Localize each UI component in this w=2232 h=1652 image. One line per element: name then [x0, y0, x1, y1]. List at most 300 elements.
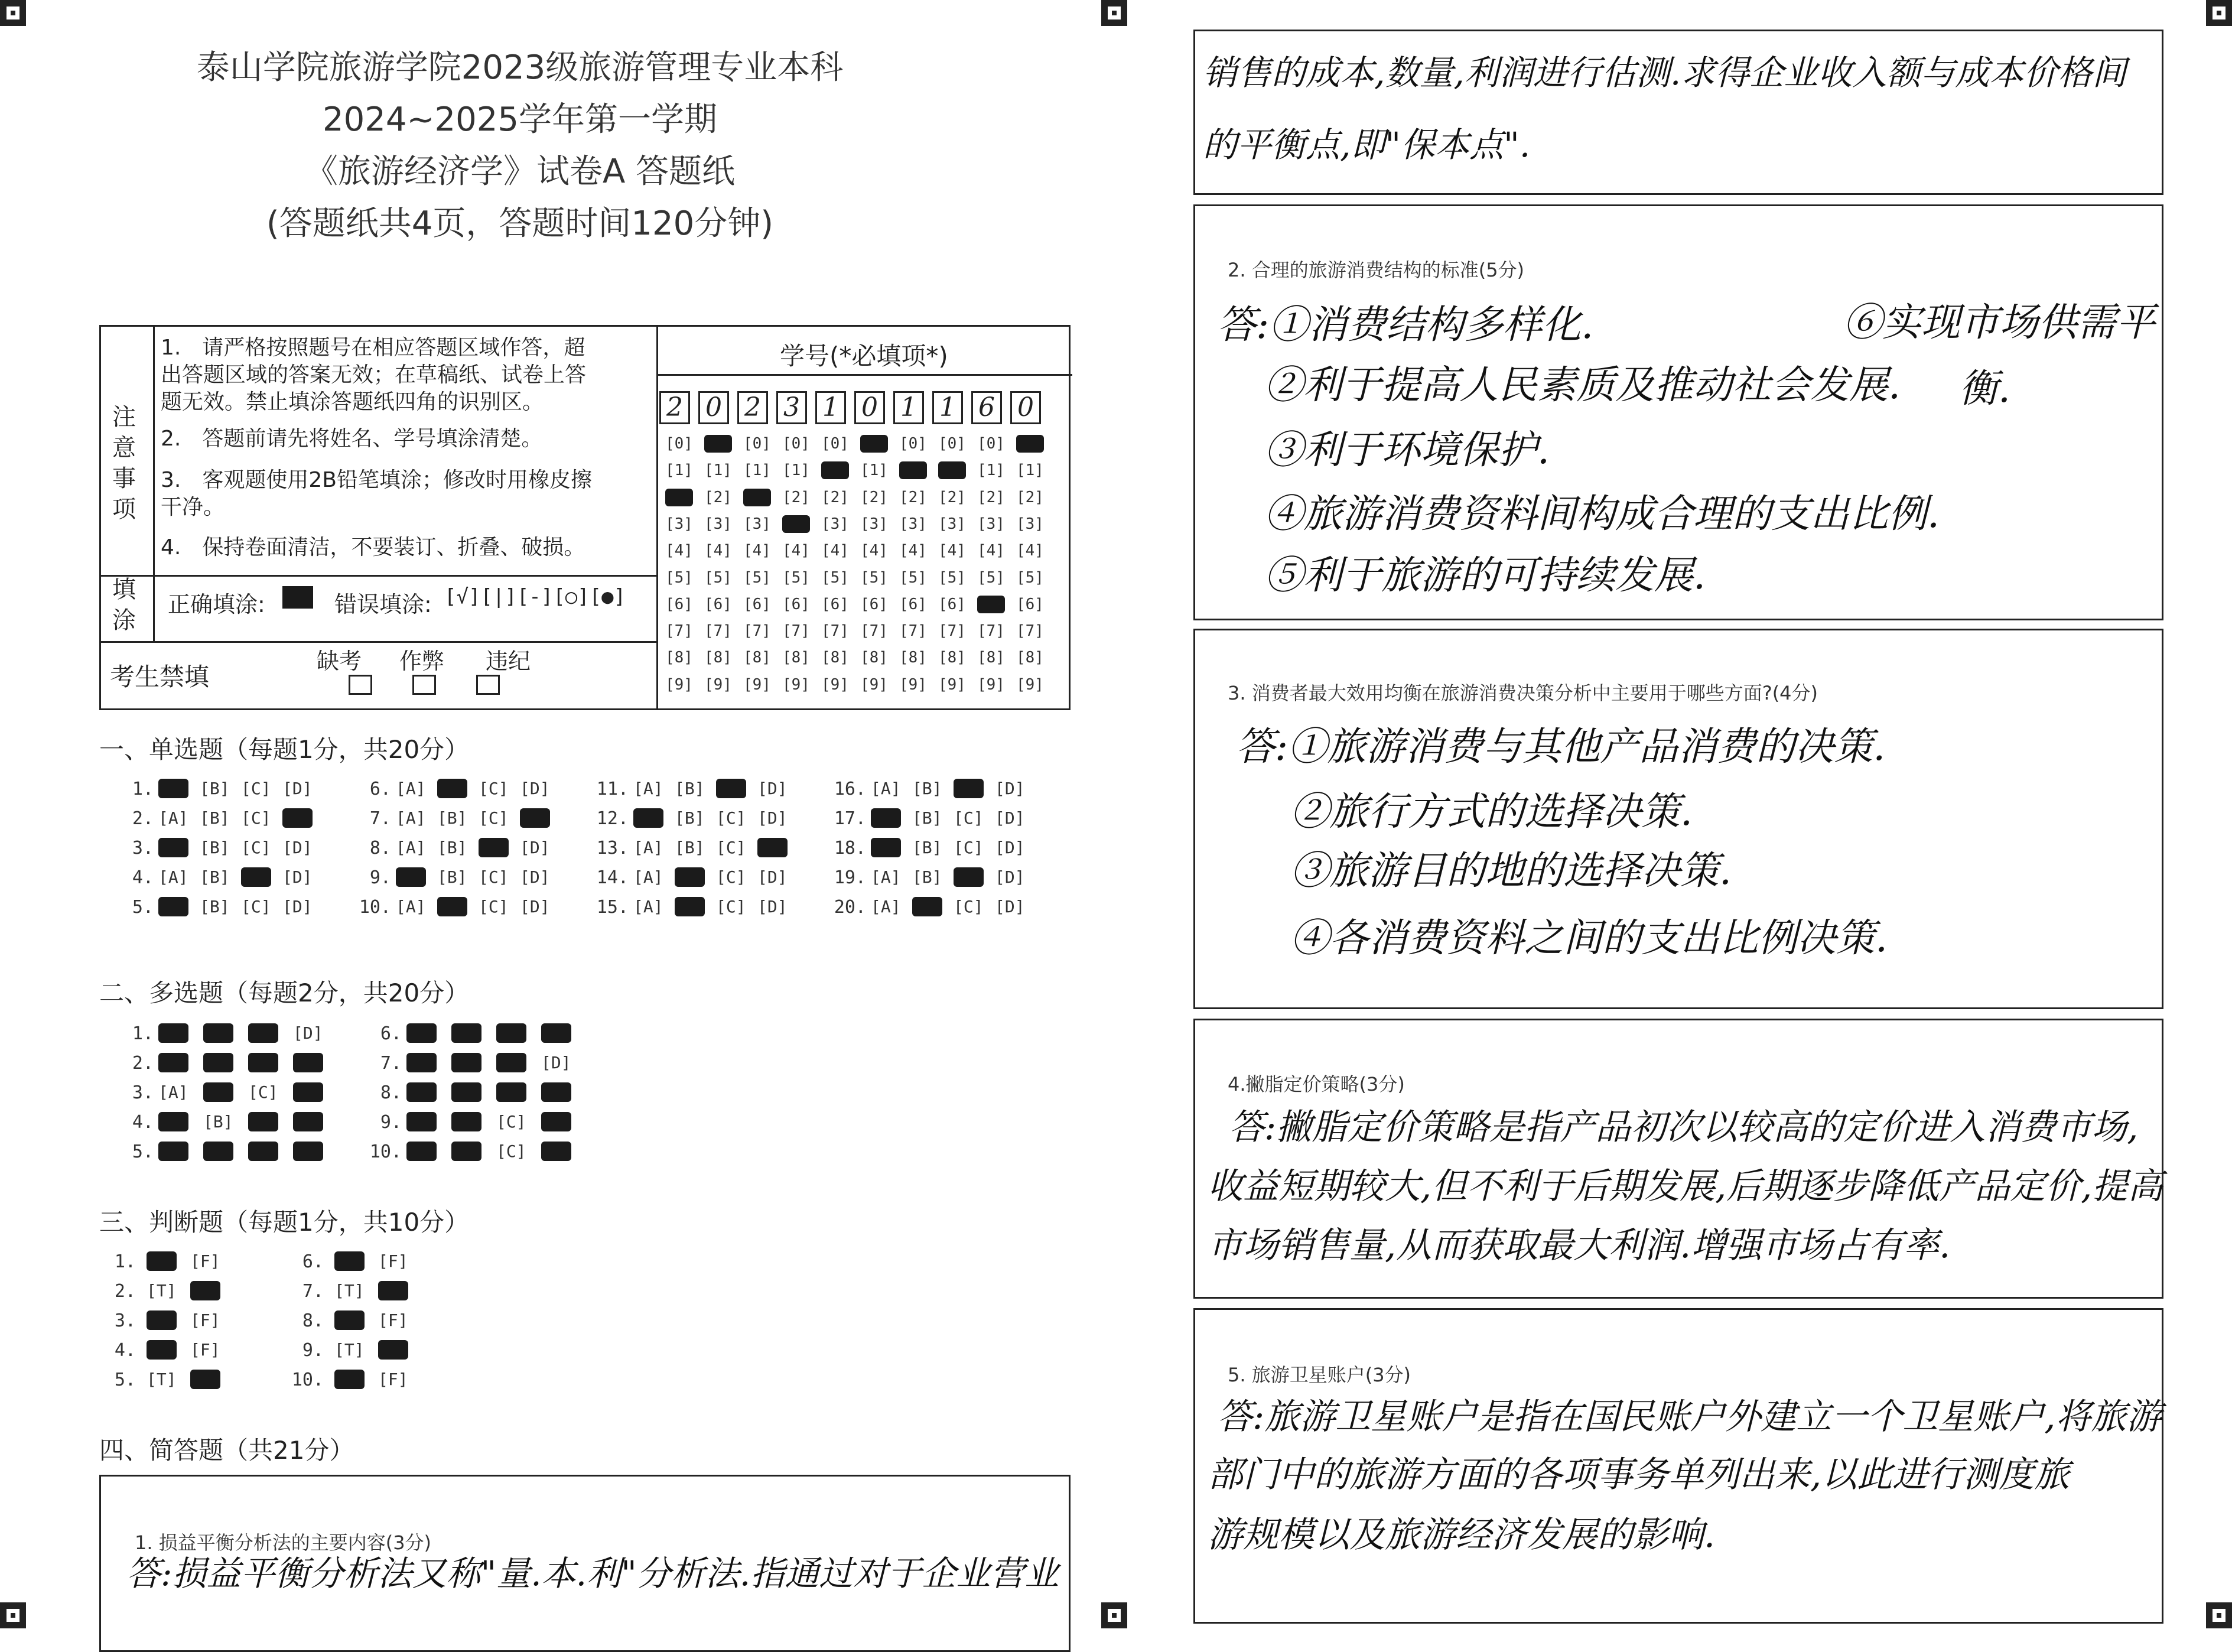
single-option-bubble[interactable]: [912, 897, 942, 916]
student-id-bubble[interactable]: [3]: [743, 515, 771, 533]
single-option-bubble[interactable]: [241, 867, 271, 887]
single-question-number: 2.: [132, 808, 154, 829]
student-id-bubble[interactable]: [3]: [860, 515, 888, 533]
student-id-bubble[interactable]: [6]: [938, 595, 966, 613]
single-option-bubble[interactable]: [633, 808, 663, 828]
student-id-bubble[interactable]: [8]: [1016, 649, 1044, 667]
single-option-bubble[interactable]: [D]: [757, 897, 788, 916]
student-id-bubble[interactable]: [4]: [782, 542, 810, 560]
multi-option-bubble[interactable]: [158, 1023, 188, 1043]
single-option-bubble[interactable]: [D]: [520, 897, 550, 916]
student-id-bubble[interactable]: [704, 435, 732, 453]
student-id-bubble[interactable]: [9]: [743, 675, 771, 694]
judge-option-bubble[interactable]: [T]: [147, 1281, 177, 1300]
correct-fill-label: 正确填涂:: [168, 591, 265, 617]
single-option-bubble[interactable]: [A]: [871, 867, 901, 887]
multi-option-bubble[interactable]: [A]: [158, 1082, 188, 1102]
single-option-bubble[interactable]: [D]: [995, 838, 1025, 857]
multi-option-bubble[interactable]: [C]: [248, 1082, 278, 1102]
judge-option-bubble[interactable]: [378, 1340, 408, 1360]
student-id-bubble[interactable]: [8]: [704, 649, 732, 667]
multi-option-bubble[interactable]: [D]: [293, 1023, 323, 1043]
judge-option-bubble[interactable]: [F]: [378, 1310, 408, 1330]
single-question-number: 18.: [834, 838, 866, 858]
single-option-bubble[interactable]: [757, 838, 788, 857]
multi-option-bubble[interactable]: [541, 1142, 571, 1161]
student-id-bubble[interactable]: [4]: [665, 542, 693, 560]
student-id-bubble[interactable]: [6]: [743, 595, 771, 613]
student-id-bubble[interactable]: [665, 489, 693, 506]
multi-option-bubble[interactable]: [B]: [203, 1112, 233, 1131]
notice-item-3a: 3. 客观题使用2B铅笔填涂；修改时用橡皮擦: [161, 468, 592, 492]
student-id-bubble[interactable]: [5]: [899, 568, 927, 587]
student-id-bubble[interactable]: [4]: [860, 542, 888, 560]
student-id-bubble[interactable]: [1]: [977, 461, 1005, 480]
multi-option-bubble[interactable]: [406, 1112, 437, 1131]
student-id-bubble[interactable]: [2]: [899, 488, 927, 506]
single-option-bubble[interactable]: [954, 779, 984, 798]
single-option-bubble[interactable]: [520, 808, 550, 828]
multi-option-bubble[interactable]: [203, 1142, 233, 1161]
student-id-title: 学号(*必填项*): [780, 342, 948, 370]
q4-answer-line-2: 收益短期较大,但不利于后期发展,后期逐步降低产品定价,提高: [1208, 1166, 2163, 1207]
judge-question-number: 9.: [302, 1340, 324, 1361]
multi-option-bubble[interactable]: [158, 1112, 188, 1131]
multi-option-bubble[interactable]: [158, 1142, 188, 1161]
multi-option-bubble[interactable]: [406, 1082, 437, 1102]
single-option-bubble[interactable]: [D]: [282, 779, 313, 798]
student-id-bubble[interactable]: [7]: [782, 622, 810, 640]
student-id-bubble[interactable]: [0]: [938, 435, 966, 453]
single-option-bubble[interactable]: [B]: [200, 779, 230, 798]
student-id-bubble[interactable]: [5]: [782, 568, 810, 587]
header-exam-title: 《旅游经济学》试卷A 答题纸: [304, 152, 736, 191]
student-id-bubble[interactable]: [9]: [977, 675, 1005, 694]
q2-side-line-2: 衡.: [1959, 366, 2010, 411]
student-id-bubble[interactable]: [938, 461, 966, 479]
student-id-bubble[interactable]: [5]: [665, 568, 693, 587]
judge-option-bubble[interactable]: [F]: [190, 1340, 220, 1360]
student-id-bubble[interactable]: [8]: [665, 649, 693, 667]
student-id-bubble[interactable]: [899, 461, 927, 479]
single-option-bubble[interactable]: [B]: [437, 808, 467, 828]
student-id-bubble[interactable]: [6]: [821, 595, 849, 613]
q4-title: 4.撇脂定价策略(3分): [1228, 1073, 1405, 1095]
cheat-checkbox[interactable]: [412, 675, 436, 695]
student-id-bubble[interactable]: [3]: [977, 515, 1005, 533]
judge-option-bubble[interactable]: [334, 1251, 365, 1271]
judge-option-bubble[interactable]: [T]: [147, 1370, 177, 1389]
student-id-bubble[interactable]: [7]: [665, 622, 693, 640]
single-option-bubble[interactable]: [D]: [282, 838, 313, 857]
multi-option-bubble[interactable]: [451, 1053, 481, 1072]
single-option-bubble[interactable]: [158, 779, 188, 798]
student-id-bubble[interactable]: [7]: [899, 622, 927, 640]
multi-option-bubble[interactable]: [451, 1023, 481, 1043]
single-option-bubble[interactable]: [A]: [396, 808, 426, 828]
student-id-bubble[interactable]: [0]: [977, 435, 1005, 453]
student-id-bubble[interactable]: [0]: [743, 435, 771, 453]
judge-question-number: 7.: [302, 1281, 324, 1302]
student-id-digit-box: 2: [737, 391, 768, 424]
student-id-bubble[interactable]: [8]: [977, 649, 1005, 667]
judge-option-bubble[interactable]: [T]: [334, 1340, 365, 1360]
student-id-bubble[interactable]: [5]: [821, 568, 849, 587]
student-id-bubble[interactable]: [9]: [860, 675, 888, 694]
judge-option-bubble[interactable]: [378, 1281, 408, 1300]
multi-option-bubble[interactable]: [451, 1112, 481, 1131]
q5-answer-line-1: 答:旅游卫星账户是指在国民账户外建立一个卫星账户,将旅游: [1217, 1396, 2162, 1438]
judge-question-number: 3.: [114, 1310, 136, 1331]
violation-checkbox[interactable]: [476, 675, 500, 695]
student-id-bubble[interactable]: [782, 515, 810, 533]
student-id-bubble[interactable]: [1]: [665, 461, 693, 480]
single-option-bubble[interactable]: [D]: [282, 897, 313, 916]
student-id-bubble[interactable]: [6]: [782, 595, 810, 613]
student-id-bubble[interactable]: [860, 435, 888, 453]
multi-question-number: 7.: [380, 1053, 402, 1074]
student-id-bubble[interactable]: [4]: [899, 542, 927, 560]
single-option-bubble[interactable]: [479, 838, 509, 857]
student-id-bubble[interactable]: [1016, 435, 1044, 453]
judge-question-number: 4.: [114, 1340, 136, 1361]
single-question-number: 17.: [834, 808, 866, 829]
single-option-bubble[interactable]: [B]: [200, 838, 230, 857]
single-option-bubble[interactable]: [C]: [241, 897, 271, 916]
multi-option-bubble[interactable]: [C]: [496, 1112, 526, 1131]
student-id-bubble[interactable]: [6]: [1016, 595, 1044, 613]
student-id-bubble[interactable]: [9]: [665, 675, 693, 694]
student-id-bubble[interactable]: [2]: [821, 488, 849, 506]
judge-option-bubble[interactable]: [334, 1310, 365, 1330]
student-id-bubble[interactable]: [7]: [860, 622, 888, 640]
student-id-bubble[interactable]: [4]: [821, 542, 849, 560]
multi-option-bubble[interactable]: [451, 1082, 481, 1102]
single-option-bubble[interactable]: [C]: [716, 867, 746, 887]
student-id-bubble[interactable]: [7]: [977, 622, 1005, 640]
corner-mark-bottom-right: [2206, 1602, 2232, 1628]
student-id-bubble[interactable]: [4]: [704, 542, 732, 560]
single-option-bubble[interactable]: [A]: [871, 779, 901, 798]
single-option-bubble[interactable]: [B]: [675, 779, 705, 798]
single-question-number: 15.: [596, 897, 629, 918]
student-id-bubble[interactable]: [9]: [899, 675, 927, 694]
student-id-bubble[interactable]: [0]: [821, 435, 849, 453]
q2-title: 2. 合理的旅游消费结构的标准(5分): [1228, 259, 1525, 281]
single-option-bubble[interactable]: [B]: [912, 867, 942, 887]
multi-question-number: 3.: [132, 1082, 154, 1103]
single-option-bubble[interactable]: [C]: [716, 897, 746, 916]
student-id-bubble[interactable]: [3]: [899, 515, 927, 533]
q3-answer-line-1: 答:①旅游消费与其他产品消费的决策.: [1236, 724, 1886, 769]
notice-item-4: 4. 保持卷面清洁，不要装订、折叠、破损。: [161, 535, 585, 560]
multi-option-bubble[interactable]: [203, 1053, 233, 1072]
single-option-bubble[interactable]: [158, 897, 188, 916]
single-option-bubble[interactable]: [B]: [200, 808, 230, 828]
single-option-bubble[interactable]: [A]: [633, 838, 663, 857]
single-option-bubble[interactable]: [A]: [158, 808, 188, 828]
single-option-bubble[interactable]: [C]: [479, 808, 509, 828]
single-option-bubble[interactable]: [871, 808, 901, 828]
judge-question-number: 1.: [114, 1251, 136, 1272]
single-option-bubble[interactable]: [D]: [757, 867, 788, 887]
student-id-bubble[interactable]: [9]: [938, 675, 966, 694]
student-id-bubble[interactable]: [9]: [821, 675, 849, 694]
single-question-number: 9.: [369, 867, 391, 888]
multi-option-bubble[interactable]: [158, 1053, 188, 1072]
student-id-bubble[interactable]: [4]: [1016, 542, 1044, 560]
single-option-bubble[interactable]: [B]: [437, 867, 467, 887]
student-id-bubble[interactable]: [1]: [1016, 461, 1044, 480]
single-option-bubble[interactable]: [B]: [675, 838, 705, 857]
single-option-bubble[interactable]: [437, 779, 467, 798]
student-id-digit-box: 1: [893, 391, 924, 424]
student-id-digit-box: 3: [776, 391, 807, 424]
header-term: 2024~2025学年第一学期: [323, 100, 717, 139]
fill-label: 填 涂: [112, 576, 136, 634]
single-option-bubble[interactable]: [C]: [716, 838, 746, 857]
single-question-number: 8.: [369, 838, 391, 858]
student-id-bubble[interactable]: [2]: [1016, 488, 1044, 506]
single-question-number: 11.: [596, 779, 629, 799]
student-id-digit-box: 2: [659, 391, 690, 424]
judge-option-bubble[interactable]: [147, 1310, 177, 1330]
single-option-bubble[interactable]: [B]: [200, 897, 230, 916]
student-id-bubble[interactable]: [7]: [938, 622, 966, 640]
student-id-bubble[interactable]: [743, 489, 771, 506]
student-id-bubble[interactable]: [9]: [782, 675, 810, 694]
single-option-bubble[interactable]: [C]: [479, 867, 509, 887]
student-id-bubble[interactable]: [5]: [743, 568, 771, 587]
multi-question-number: 8.: [380, 1082, 402, 1103]
student-id-bubble[interactable]: [4]: [977, 542, 1005, 560]
q3-title: 3. 消费者最大效用均衡在旅游消费决策分析中主要用于哪些方面?(4分): [1228, 682, 1818, 704]
q3-answer-line-3: ③旅游目的地的选择决策.: [1290, 848, 1732, 893]
student-id-digit-box: 0: [1010, 391, 1041, 424]
multi-option-bubble[interactable]: [293, 1112, 323, 1131]
student-id-bubble[interactable]: [8]: [899, 649, 927, 667]
absent-checkbox[interactable]: [349, 675, 372, 695]
student-id-bubble[interactable]: [7]: [704, 622, 732, 640]
multi-option-bubble[interactable]: [248, 1023, 278, 1043]
judge-option-bubble[interactable]: [T]: [334, 1281, 365, 1300]
single-option-bubble[interactable]: [C]: [241, 779, 271, 798]
multi-option-bubble[interactable]: [D]: [541, 1053, 571, 1072]
multi-option-bubble[interactable]: [406, 1142, 437, 1161]
single-option-bubble[interactable]: [C]: [954, 838, 984, 857]
student-id-bubble[interactable]: [3]: [1016, 515, 1044, 533]
single-option-bubble[interactable]: [A]: [396, 838, 426, 857]
student-id-bubble[interactable]: [8]: [938, 649, 966, 667]
single-question-number: 16.: [834, 779, 866, 799]
single-option-bubble[interactable]: [A]: [158, 867, 188, 887]
student-id-bubble[interactable]: [0]: [899, 435, 927, 453]
student-id-bubble[interactable]: [7]: [743, 622, 771, 640]
single-option-bubble[interactable]: [B]: [912, 838, 942, 857]
single-option-bubble[interactable]: [C]: [241, 838, 271, 857]
single-question-number: 20.: [834, 897, 866, 918]
student-id-bubble[interactable]: [6]: [704, 595, 732, 613]
judge-option-bubble[interactable]: [F]: [190, 1251, 220, 1271]
multi-option-bubble[interactable]: [541, 1082, 571, 1102]
judge-option-bubble[interactable]: [334, 1370, 365, 1389]
student-id-bubble[interactable]: [4]: [743, 542, 771, 560]
notice-item-1b: 出答题区域的答案无效；在草稿纸、试卷上答: [161, 363, 587, 387]
single-option-bubble[interactable]: [A]: [633, 867, 663, 887]
multi-option-bubble[interactable]: [496, 1023, 526, 1043]
single-option-bubble[interactable]: [A]: [633, 897, 663, 916]
student-id-bubble[interactable]: [5]: [977, 568, 1005, 587]
judge-option-bubble[interactable]: [147, 1340, 177, 1360]
single-option-bubble[interactable]: [B]: [437, 838, 467, 857]
student-id-bubble[interactable]: [2]: [977, 488, 1005, 506]
student-id-bubble[interactable]: [977, 596, 1005, 613]
single-question-number: 10.: [359, 897, 391, 918]
q2-answer-line-3: ③利于环境保护.: [1264, 427, 1550, 473]
multi-option-bubble[interactable]: [541, 1023, 571, 1043]
q1-answer-line-1: 答:损益平衡分析法又称"量.本.利"分析法.指通过对于企业营业: [126, 1553, 1059, 1594]
single-option-bubble[interactable]: [D]: [995, 867, 1025, 887]
single-option-bubble[interactable]: [437, 897, 467, 916]
student-id-bubble[interactable]: [9]: [704, 675, 732, 694]
multi-option-bubble[interactable]: [C]: [496, 1142, 526, 1161]
single-option-bubble[interactable]: [675, 897, 705, 916]
student-id-bubble[interactable]: [6]: [860, 595, 888, 613]
q1-answer-line-3: 的平衡点,即"保本点".: [1203, 125, 1531, 165]
student-id-bubble[interactable]: [5]: [1016, 568, 1044, 587]
single-option-bubble[interactable]: [A]: [396, 897, 426, 916]
judge-option-bubble[interactable]: [F]: [378, 1251, 408, 1271]
student-id-bubble[interactable]: [3]: [665, 515, 693, 533]
single-option-bubble[interactable]: [282, 808, 313, 828]
single-option-bubble[interactable]: [D]: [995, 808, 1025, 828]
single-option-bubble[interactable]: [396, 867, 426, 887]
student-id-bubble[interactable]: [2]: [704, 488, 732, 506]
single-option-bubble[interactable]: [C]: [716, 808, 746, 828]
judge-question-number: 6.: [302, 1251, 324, 1272]
judge-option-bubble[interactable]: [F]: [378, 1370, 408, 1389]
multi-option-bubble[interactable]: [248, 1112, 278, 1131]
q4-answer-line-3: 市场销售量,从而获取最大利润.增强市场占有率.: [1208, 1225, 1951, 1266]
student-id-bubble[interactable]: [7]: [821, 622, 849, 640]
single-option-bubble[interactable]: [C]: [241, 808, 271, 828]
judge-option-bubble[interactable]: [F]: [190, 1310, 220, 1330]
student-id-bubble[interactable]: [2]: [782, 488, 810, 506]
single-question-number: 4.: [132, 867, 154, 888]
multi-option-bubble[interactable]: [451, 1142, 481, 1161]
single-option-bubble[interactable]: [C]: [954, 808, 984, 828]
corner-mark-top-middle: [1101, 0, 1127, 26]
multi-option-bubble[interactable]: [248, 1053, 278, 1072]
student-id-bubble[interactable]: [1]: [704, 461, 732, 480]
multi-option-bubble[interactable]: [203, 1082, 233, 1102]
student-id-bubble[interactable]: [3]: [704, 515, 732, 533]
q2-answer-line-1: 答:①消费结构多样化.: [1217, 302, 1594, 347]
notice-item-3b: 干净。: [161, 495, 225, 519]
single-option-bubble[interactable]: [D]: [995, 779, 1025, 798]
student-id-bubble[interactable]: [1]: [860, 461, 888, 480]
wrong-fill-samples: [√][|][-][○][●]: [444, 585, 626, 609]
multi-option-bubble[interactable]: [496, 1082, 526, 1102]
student-id-bubble[interactable]: [7]: [1016, 622, 1044, 640]
student-id-bubble[interactable]: [6]: [899, 595, 927, 613]
student-id-bubble[interactable]: [5]: [704, 568, 732, 587]
single-option-bubble[interactable]: [D]: [520, 838, 550, 857]
multi-option-bubble[interactable]: [541, 1112, 571, 1131]
judge-option-bubble[interactable]: [190, 1370, 220, 1389]
student-id-bubble[interactable]: [1]: [782, 461, 810, 480]
single-question-number: 5.: [132, 897, 154, 918]
single-option-bubble[interactable]: [D]: [520, 779, 550, 798]
single-option-bubble[interactable]: [D]: [520, 867, 550, 887]
student-id-bubble[interactable]: [2]: [860, 488, 888, 506]
student-id-bubble[interactable]: [8]: [821, 649, 849, 667]
single-option-bubble[interactable]: [871, 838, 901, 857]
single-option-bubble[interactable]: [A]: [633, 779, 663, 798]
multi-option-bubble[interactable]: [293, 1142, 323, 1161]
student-id-digit-box: 1: [932, 391, 963, 424]
multi-option-bubble[interactable]: [293, 1053, 323, 1072]
multi-option-bubble[interactable]: [203, 1023, 233, 1043]
student-id-bubble[interactable]: [2]: [938, 488, 966, 506]
single-option-bubble[interactable]: [D]: [757, 779, 788, 798]
student-id-bubble[interactable]: [0]: [782, 435, 810, 453]
single-option-bubble[interactable]: [675, 867, 705, 887]
single-option-bubble[interactable]: [D]: [757, 808, 788, 828]
judge-option-bubble[interactable]: [147, 1251, 177, 1271]
single-option-bubble[interactable]: [B]: [200, 867, 230, 887]
single-question-number: 14.: [596, 867, 629, 888]
single-option-bubble[interactable]: [C]: [479, 779, 509, 798]
single-option-bubble[interactable]: [954, 867, 984, 887]
student-id-digit-box: 6: [971, 391, 1002, 424]
student-id-bubble[interactable]: [3]: [821, 515, 849, 533]
multi-option-bubble[interactable]: [406, 1023, 437, 1043]
student-id-bubble[interactable]: [8]: [743, 649, 771, 667]
student-id-bubble[interactable]: [3]: [938, 515, 966, 533]
single-option-bubble[interactable]: [A]: [871, 897, 901, 916]
single-option-bubble[interactable]: [D]: [995, 897, 1025, 916]
student-id-bubble[interactable]: [6]: [665, 595, 693, 613]
corner-mark-bottom-middle: [1101, 1602, 1127, 1628]
single-option-bubble[interactable]: [716, 779, 746, 798]
student-id-bubble[interactable]: [8]: [860, 649, 888, 667]
student-id-bubble[interactable]: [821, 461, 849, 479]
single-option-bubble[interactable]: [B]: [912, 808, 942, 828]
single-option-bubble[interactable]: [B]: [675, 808, 705, 828]
multi-option-bubble[interactable]: [248, 1142, 278, 1161]
student-id-bubble[interactable]: [5]: [938, 568, 966, 587]
student-id-bubble[interactable]: [9]: [1016, 675, 1044, 694]
student-id-bubble[interactable]: [5]: [860, 568, 888, 587]
q5-answer-line-2: 部门中的旅游方面的各项事务单列出来,以此进行测度旅: [1208, 1454, 2070, 1495]
multi-option-bubble[interactable]: [293, 1082, 323, 1102]
student-id-bubble[interactable]: [0]: [665, 435, 693, 453]
single-option-bubble[interactable]: [158, 838, 188, 857]
student-id-bubble[interactable]: [4]: [938, 542, 966, 560]
single-option-bubble[interactable]: [D]: [282, 867, 313, 887]
multi-option-bubble[interactable]: [496, 1053, 526, 1072]
single-option-bubble[interactable]: [C]: [479, 897, 509, 916]
multi-option-bubble[interactable]: [406, 1053, 437, 1072]
single-option-bubble[interactable]: [B]: [912, 779, 942, 798]
student-id-bubble[interactable]: [1]: [743, 461, 771, 480]
single-option-bubble[interactable]: [C]: [954, 897, 984, 916]
single-option-bubble[interactable]: [A]: [396, 779, 426, 798]
single-question-number: 6.: [369, 779, 391, 799]
student-id-bubble[interactable]: [8]: [782, 649, 810, 667]
judge-option-bubble[interactable]: [190, 1281, 220, 1300]
